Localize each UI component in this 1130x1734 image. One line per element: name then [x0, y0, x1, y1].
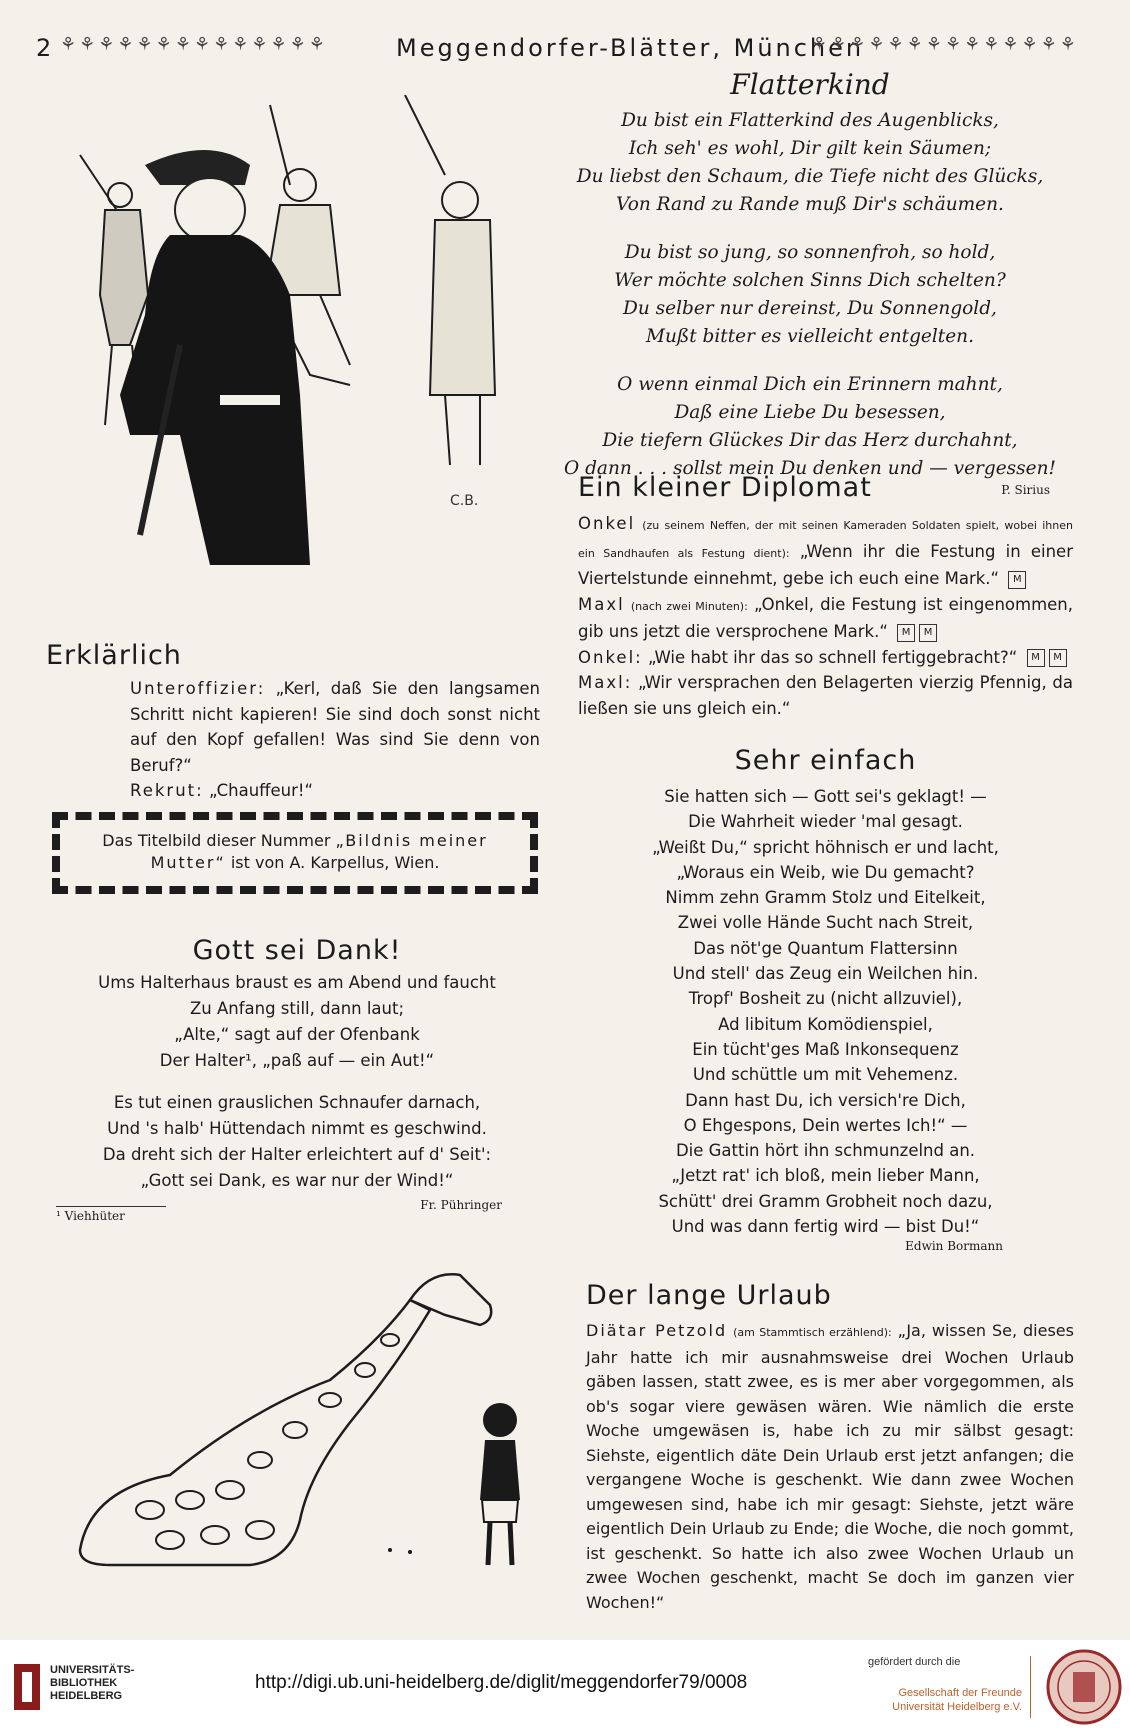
society-name-line: Universität Heidelberg e.V.	[892, 1701, 1022, 1713]
poem-line: Ich seh' es wohl, Dir gilt kein Säumen;	[628, 138, 992, 159]
mark-symbol: M	[919, 624, 937, 642]
dialogue: „Chauffeur!“	[208, 781, 314, 800]
poem-line: „Alte,“ sagt auf der Ofenbank	[174, 1025, 420, 1044]
poem-line: Ums Halterhaus braust es am Abend und faucht	[98, 973, 496, 992]
library-name-line: UNIVERSITÄTS-	[50, 1664, 135, 1676]
poem-line: Wer möchte solchen Sinns Dich schelten?	[614, 270, 1006, 291]
poem-line: Und stell' das Zeug ein Weilchen hin.	[672, 964, 979, 984]
digitization-footer	[0, 1640, 1130, 1734]
gottseidank-title: Gott sei Dank!	[192, 935, 402, 966]
speaker: Onkel:	[578, 647, 643, 667]
dialogue: „Wenn ihr die Festung in einer Viertelstunde einnehmt, gebe ich euch eine Mark.“	[578, 541, 1073, 588]
library-name-line: BIBLIOTHEK	[50, 1677, 118, 1689]
title-image-notice	[52, 812, 538, 894]
footnote-row	[52, 1198, 542, 1223]
stage-note: (nach zwei Minuten):	[630, 599, 748, 613]
diplomat-title: Ein kleiner Diplomat	[578, 472, 872, 503]
poem-line: Du selber nur dereinst, Du Sonnengold,	[623, 298, 997, 319]
poem-line: Die Wahrheit wieder 'mal gesagt.	[688, 812, 963, 832]
poem-line: O Ehgespons, Dein wertes Ich!“ —	[683, 1115, 968, 1135]
society-name-line: Gesellschaft der Freunde	[898, 1687, 1022, 1699]
gottseidank-stanza-2	[52, 1090, 542, 1194]
flatterkind-stanza-2	[560, 239, 1060, 351]
page-number: 2	[36, 34, 54, 62]
sehreinfach-author: Edwin Bormann	[905, 1239, 1003, 1254]
sehreinfach-poem	[578, 784, 1073, 1239]
stage-note: (am Stammtisch erzählend):	[733, 1326, 892, 1339]
page-header	[36, 34, 1079, 62]
poem-line: Es tut einen grauslichen Schnaufer darnach,	[113, 1093, 481, 1112]
poem-line: „Gott sei Dank, es war nur der Wind!“	[140, 1171, 454, 1190]
footnote: ¹ Viehhüter	[56, 1206, 166, 1223]
poem-line: Du bist ein Flatterkind des Augenblicks,	[621, 110, 999, 131]
poem-line: Ad libitum Komödienspiel,	[718, 1014, 933, 1034]
dialogue: „Ja, wissen Se, dieses Jahr hatte ich mir ausnahmsweise drei Wochen Urlaub gäben lassen, statt zwee, es is mer aber vorgegommen, als ob's sogar viere gewäsen wären. Wie nämlich die erste Woche umgewäsen is, habe ich zu mir sälbst gesagt: Siehste, eigentlich däte Dein Urlaub erst jetzt anfangen; die vergangene Woche is geschenkt. Wie dann zwee Wochen umgewesen sind, habe ich mir gesagt: Siehste, jetzt wäre eigentlich Dein Urlaub zu Ende; die Woche, die noch gommt, ist geschenkt. So hatte ich also zwee Wochen Urlaub un zwee Wochen geschenkt, macht Se doch im ganzen vier Wochen!“	[586, 1321, 1074, 1612]
urlaub-title: Der lange Urlaub	[586, 1280, 832, 1311]
giraffe-illustration	[50, 1260, 540, 1580]
flatterkind-title: Flatterkind	[730, 68, 890, 101]
speaker: Maxl:	[578, 673, 633, 692]
diplomat-body	[578, 511, 1073, 721]
poem-line: Das nöt'ge Quantum Flattersinn	[693, 938, 958, 958]
poem-line: „Weißt Du,“ spricht höhnisch er und lacht,	[652, 837, 999, 857]
poem-line: „Jetzt rat' ich bloß, mein lieber Mann,	[671, 1166, 980, 1186]
notice-rest: ist von A. Karpellus, Wien.	[230, 853, 440, 872]
poem-line: Und 's halb' Hüttendach nimmt es geschwind.	[107, 1119, 487, 1138]
urlaub-section	[586, 1280, 1074, 1615]
speaker: Unteroffizier:	[130, 679, 266, 698]
dialogue: „Onkel, die Festung ist eingenommen, gib uns jetzt die versprochene Mark.“	[578, 594, 1074, 641]
poem-line: Dann hast Du, ich versich're Dich,	[685, 1090, 966, 1110]
gottseidank-author: Fr. Pühringer	[420, 1198, 502, 1212]
poem-line: Mußt bitter es vielleicht entgelten.	[646, 326, 974, 347]
poem-line: „Woraus ein Weib, wie Du gemacht?	[676, 862, 975, 882]
poem-line: Der Halter¹, „paß auf — ein Aut!“	[159, 1051, 435, 1070]
dialogue: „Wir versprachen den Belagerten vierzig Pfennig, da ließen sie uns gleich ein.“	[578, 673, 1073, 718]
poem-line: O wenn einmal Dich ein Erinnern mahnt,	[617, 374, 1003, 395]
soldiers-illustration	[50, 95, 560, 565]
speaker: Rekrut:	[130, 781, 204, 800]
dialogue: „Kerl, daß Sie den langsamen Schritt nicht kapieren! Sie sind doch sonst nicht auf den Kopf gefallen! Was sind Sie denn von Beruf?“	[130, 679, 540, 775]
notice-text	[60, 830, 530, 874]
mark-symbol: M	[1027, 649, 1045, 667]
library-logo-icon	[12, 1662, 42, 1712]
society-name	[862, 1686, 1022, 1714]
ornament-left: ⚘⚘⚘⚘⚘⚘⚘⚘⚘⚘⚘⚘⚘⚘	[60, 34, 328, 55]
university-seal-icon	[1045, 1648, 1123, 1726]
poem-line: Ein tücht'ges Maß Inkonsequenz	[692, 1039, 959, 1059]
poem-line: Zu Anfang still, dann laut;	[189, 999, 405, 1018]
flatterkind-section	[560, 68, 1060, 497]
diplomat-section	[578, 472, 1073, 721]
poem-line: Und was dann fertig wird — bist Du!“	[671, 1217, 980, 1237]
speaker: Maxl	[578, 594, 625, 614]
mark-symbol: M	[897, 624, 915, 642]
flatterkind-author: P. Sirius	[1001, 483, 1050, 497]
poem-line: Sie hatten sich — Gott sei's geklagt! —	[664, 787, 987, 806]
poem-line: Da dreht sich der Halter erleichtert auf d' Seit':	[102, 1145, 492, 1164]
magazine-title: Meggendorfer-Blätter, München	[396, 34, 865, 62]
mark-symbol: M	[1008, 571, 1026, 589]
poem-line: Von Rand zu Rande muß Dir's schäumen.	[616, 194, 1004, 215]
poem-line: Nimm zehn Gramm Stolz und Eitelkeit,	[665, 888, 986, 908]
speaker: Onkel	[578, 514, 636, 533]
library-name-line: HEIDELBERG	[50, 1690, 123, 1702]
notice-title-a: „Bildnis meiner	[335, 831, 488, 850]
ornament-right: ⚘⚘⚘⚘⚘⚘⚘⚘⚘⚘⚘⚘⚘⚘	[811, 34, 1079, 55]
flatterkind-stanza-1	[560, 107, 1060, 219]
poem-line: Schütt' drei Gramm Grobheit noch dazu,	[658, 1191, 993, 1211]
speaker: Diätar Petzold	[586, 1321, 728, 1340]
notice-prefix: Das Titelbild dieser Nummer	[102, 831, 331, 850]
footer-divider	[1030, 1656, 1031, 1718]
poem-line: Und schüttle um mit Vehemenz.	[692, 1065, 959, 1085]
poem-line: O dann . . . sollst mein Du denken und — vergessen!	[564, 458, 1056, 479]
urlaub-body	[586, 1319, 1074, 1615]
poem-line: Du bist so jung, so sonnenfroh, so hold,	[624, 242, 996, 263]
poem-line: Zwei volle Hände Sucht nach Streit,	[677, 913, 974, 933]
dialogue: „Wie habt ihr das so schnell fertiggebracht?“	[647, 647, 1018, 667]
erklaerlich-body	[130, 676, 540, 804]
digital-collection-link[interactable]: http://digi.ub.uni-heidelberg.de/diglit/meggendorfer79/0008	[255, 1672, 748, 1693]
funding-note: gefördert durch die	[868, 1656, 961, 1668]
poem-line: Daß eine Liebe Du besessen,	[674, 402, 946, 423]
sehreinfach-section	[578, 745, 1073, 1253]
gottseidank-stanza-1	[52, 970, 542, 1074]
library-name	[50, 1664, 134, 1703]
sehreinfach-title: Sehr einfach	[734, 745, 917, 776]
erklaerlich-title: Erklärlich	[46, 640, 182, 671]
poem-line: Du liebst den Schaum, die Tiefe nicht des Glücks,	[576, 166, 1044, 187]
illustrator-signature: C.B.	[450, 493, 479, 509]
flatterkind-stanza-3	[560, 371, 1060, 483]
poem-line: Die tiefern Glückes Dir das Herz durchahnt,	[602, 430, 1018, 451]
mark-symbol: M	[1049, 649, 1067, 667]
gottseidank-section	[52, 935, 542, 1223]
notice-title-b: Mutter“	[150, 853, 226, 872]
poem-line: Die Gattin hört ihn schmunzelnd an.	[675, 1141, 976, 1161]
poem-line: Tropf' Bosheit zu (nicht allzuviel),	[688, 989, 963, 1009]
stage-note: (zu seinem Neffen, der mit seinen Kameraden Soldaten spielt, wobei ihnen ein Sandhaufen als Festung dient):	[578, 519, 1073, 560]
